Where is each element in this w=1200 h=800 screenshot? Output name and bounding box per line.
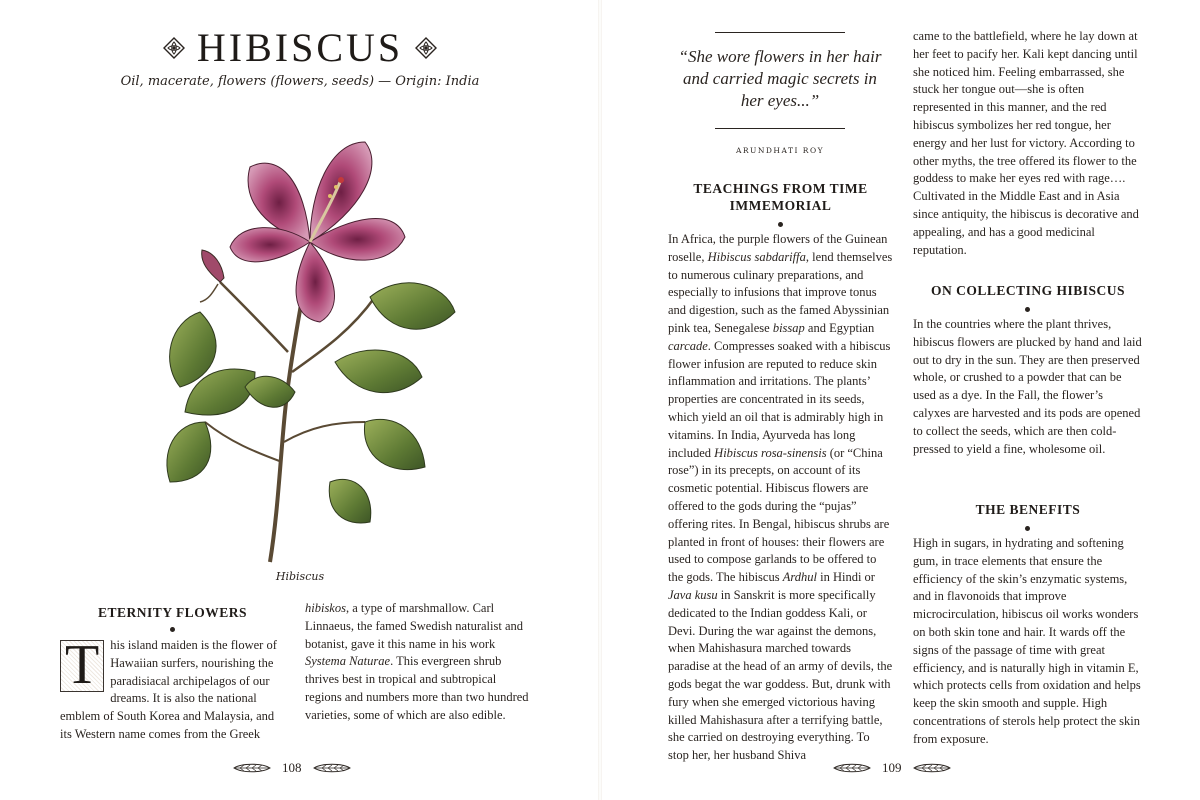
subtitle: Oil, macerate, flowers (flowers, seeds) — Origin: India [120,74,480,89]
section-heading-eternity: ETERNITY FLOWERS [98,605,247,620]
text-run: In Africa, the purple flowers of the Guinean roselle, [668,232,888,264]
italic-term: hibiskos [305,601,346,615]
italic-term: Hibiscus sabdariffa [707,249,806,264]
feather-icon [312,763,352,773]
text-run: , lend themselves to numerous culinary preparations, and especially to infusions that improve tonus and digestion, such as the famed Abyssinian pink tea, Senegalese [668,249,893,335]
epigraph-quote: “She wore flowers in her hair and carried magic secrets in her eyes...” [678,47,882,110]
drop-cap: T [60,640,104,692]
illustration-caption: Hibiscus [275,570,325,583]
italic-term: Java kusu [668,587,718,602]
quote-rule-bottom [715,128,845,129]
page-number: 108 [282,760,302,775]
text-run: in Sanskrit is more specifically dedicated to the Indian goddess Kali, or Devi. During the war against the demons, when Mahishasura marched towards paradise at the head of an army of devils, the gods begat the war goddess. But, drunk with fury when she emerged victorious having killed Mahishasura after a terrifying battle, she carried on destroying everything. To stop her, her husband Shiva [668,587,893,763]
section-heading-teachings: TEACHINGS FROM TIME IMMEMORIAL [693,181,868,213]
page-title: HIBISCUS [196,25,404,70]
hibiscus-illustration [160,122,460,570]
left-col1-text: his island maiden is the flower of Hawaiian surfers, nourishing the paradisiacal archipelagos of our dreams. It is also the national emblem of South Korea and Malaysia, and its Western name comes from the Greek [60,638,277,741]
page-number: 109 [882,760,902,775]
feather-icon [912,763,952,773]
italic-term: bissap [772,320,805,335]
diamond-flourish-icon [415,37,437,59]
quote-author: ARUNDHATI ROY [735,146,825,155]
dot-icon [778,222,783,227]
italic-term: Ardhul [782,570,817,585]
dot-icon [1025,526,1030,531]
quote-rule-top [715,32,845,33]
text-run: (or “China rose”) in its precepts, on account of its cosmetic potential. Hibiscus flowers are offered to the gods during the “pujas” offering rites. In Bengal, hibiscus shrubs are planted in front of houses: their flowers are used to compose garlands to be offered to the gods. The hibiscus [668,445,890,585]
right-folio [832,760,952,776]
text-run: in Hindi or [816,570,875,585]
text-run: and Egyptian [804,320,875,335]
dot-icon [1025,307,1030,312]
section-heading-collecting: ON COLLECTING HIBISCUS [930,283,1126,298]
collecting-paragraph: In the countries where the plant thrives, hibiscus flowers are plucked by hand and laid out to dry in the sun. They are then preserved whole, or crushed to a powder that can be used as a dye. In the Fall, the flower’s calyxes are harvested and its pods are opened to collect the seeds, which are then cold-pressed to yield a fine, wholesome oil. [913,317,1142,456]
right-col1-paragraph [668,231,893,765]
left-col2-text-a: , a type of marshmallow. Carl Linnaeus, the famed Swedish naturalist and botanist, gave it this name in his work [305,601,523,651]
feather-icon [832,763,872,773]
left-col2-text-b: . This evergreen shrub thrives best in tropical and subtropical regions and numbers more than two hundred varieties, some of which are also edible. [305,654,529,722]
right-col2-continuation: came to the battlefield, where he lay down at her feet to pacify her. Kali kept dancing until she noticed him. Feeling embarrassed, she stuck her tongue out—she is often represented in this manner, and the red hibiscus symbolizes her red tongue, her energy and her lust for victory. According to other myths, the tree offered its flower to the goddess to make her eyes red with rage…. Cultivated in the Middle East and in Asia since antiquity, the hibiscus is decorative and appealing, and has a good medicinal reputation. [913,29,1139,257]
left-col1-paragraph [60,634,285,744]
left-col2-paragraph [305,600,530,725]
dot-icon [170,627,175,632]
left-folio [232,760,352,776]
title-row [140,26,460,70]
italic-term: Systema Naturae [305,654,391,669]
diamond-flourish-icon [163,37,185,59]
italic-term: Hibiscus rosa-sinensis [714,445,827,460]
feather-icon [232,763,272,773]
section-heading-benefits: THE BENEFITS [975,502,1081,517]
italic-term: carcade [668,338,708,353]
text-run: . Compresses soaked with a hibiscus flower infusion are reputed to reduce skin inflammation and irritations. The plants’ properties are concentrated in its seeds, which yield an oil that is admirably high in vitamins. In India, Ayurveda has long included [668,338,891,460]
benefits-paragraph: High in sugars, in hydrating and softening gum, in trace elements that ensure the efficiency of the skin’s enzymatic systems, and in flavonoids that improve microcirculation, hibiscus oil works wonders on both skin tone and hair. It wards off the signs of the passage of time with great efficiency, and is naturally high in vitamin E, which protects cells from oxidation and helps keep the skin smooth and supple. High concentrations of sterols help protect the skin from exposure. [913,536,1141,746]
